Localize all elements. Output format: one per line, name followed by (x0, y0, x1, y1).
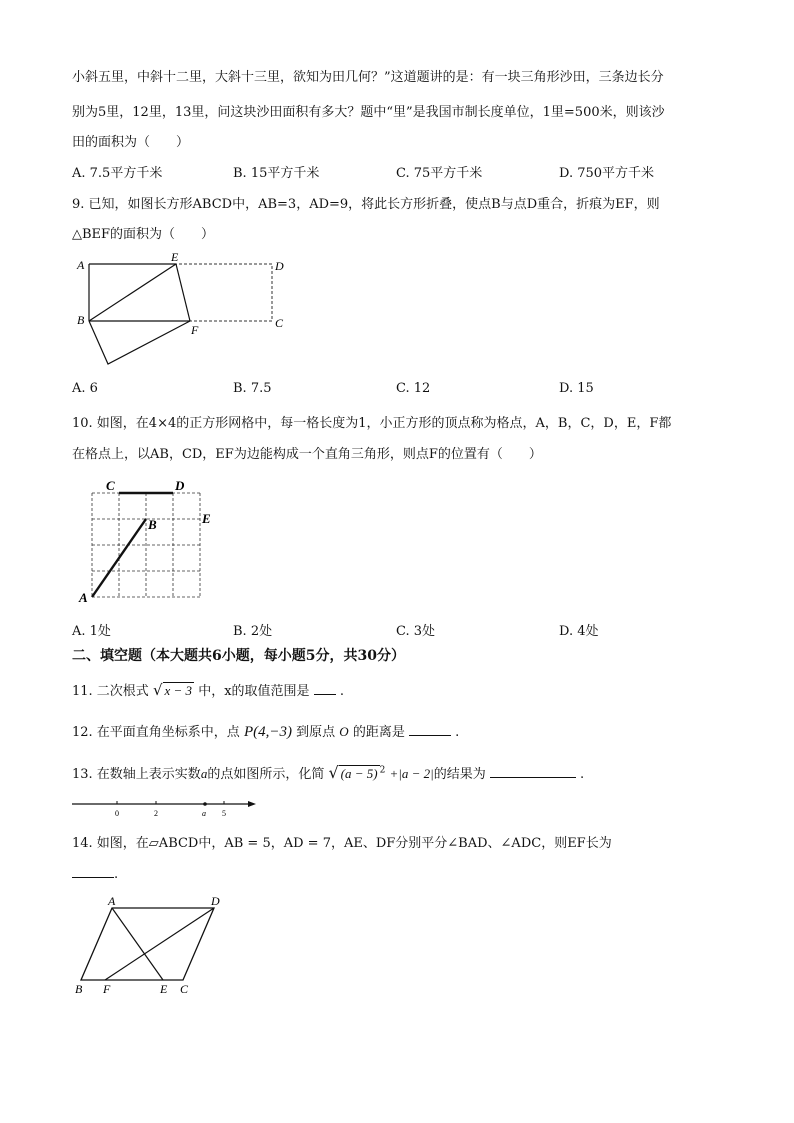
q14-segment-df (105, 908, 214, 980)
q11-suffix: 中，x的取值范围是 (198, 684, 310, 699)
q9-label-e: E (171, 250, 179, 264)
q8-line-2: 别为5里，12里，13里，问这块沙田面积有多大？题中“里”是我国市制长度单位，1里=500米，则该沙 (72, 105, 665, 120)
q13-axis-arrow (248, 801, 256, 807)
q10-option-d: D. 4处 (559, 624, 599, 639)
q14-label-c: C (180, 982, 189, 996)
q10-label-d: D (175, 478, 185, 493)
q9-line-1: 9. 已知，如图长方形ABCD中，AB=3，AD=9，将此长方形折叠，使点B与点D重合，折痕为EF，则 (72, 197, 660, 212)
q14-label-b: B (75, 982, 83, 996)
q11-radicand: x − 3 (164, 683, 193, 698)
q13-tick-2: 2 (154, 809, 158, 818)
q10-label-c: C (106, 478, 115, 493)
q13-tick-0: 0 (115, 809, 119, 818)
q14-label-a: A (108, 894, 116, 908)
q14-label-d: D (211, 894, 220, 908)
q13-exponent: 2 (379, 765, 386, 776)
q12-mid: 到原点 (296, 725, 336, 740)
q11-end: . (339, 684, 344, 699)
q14-end: . (114, 867, 119, 882)
q11-answer-blank[interactable] (314, 681, 336, 695)
q10-label-b: B (148, 517, 157, 532)
q13-radicand: (a − 5) (340, 766, 378, 781)
q12 (72, 721, 459, 741)
q14-label-f: F (103, 982, 111, 996)
q13-prefix: 13. 在数轴上表示实数 (72, 767, 201, 782)
q14-line-1: 14. 如图，在▱ABCD中，AB = 5，AD = 7，AE、DF分别平分∠BAD、∠ADC，则EF长为 (72, 836, 612, 851)
q9-option-a: A. 6 (72, 381, 98, 396)
q13-number-line (72, 797, 262, 821)
q12-origin: O (339, 724, 349, 739)
q12-end: . (455, 725, 460, 740)
q13-point-a (203, 802, 207, 806)
q14-line-2 (72, 864, 118, 882)
q13-mid: 的点如图所示，化简 (207, 767, 325, 782)
q10-label-a: A (79, 590, 88, 605)
q11-prefix: 11. 二次根式 (72, 684, 149, 699)
q13-tick-a: a (202, 809, 206, 818)
q9-figure (72, 252, 302, 372)
q13-tick-5: 5 (222, 809, 226, 818)
q13-abs: +|a − 2| (389, 766, 434, 781)
q8-line-1: 小斜五里，中斜十二里，大斜十三里，欲知为田几何？”这道题讲的是：有一块三角形沙田，三条边长分 (72, 70, 664, 85)
q8-line-3: 田的面积为（ ） (72, 135, 190, 150)
q11 (72, 680, 344, 699)
q14-answer-blank[interactable] (72, 864, 114, 878)
q13-radical: √ (a − 5) $^2$ (328, 763, 386, 782)
q11-radical: √ x − 3 (152, 681, 193, 699)
q13-var: a (200, 766, 208, 781)
q10-line-1: 10. 如图，在4×4的正方形网格中，每一格长度为1，小正方形的顶点称为格点，A，B，C，D，E，F都 (72, 416, 672, 431)
q10-grid (92, 493, 200, 597)
q12-answer-blank[interactable] (409, 722, 451, 736)
q10-option-b: B. 2处 (233, 624, 273, 639)
q9-label-b: B (77, 313, 85, 327)
q9-folded-part (89, 321, 190, 364)
q14-parallelogram-figure (72, 893, 232, 1003)
q13-suffix: 的结果为 (433, 767, 486, 782)
q10-grid-figure (72, 476, 232, 606)
q9-label-a: A (77, 258, 85, 272)
q13 (72, 763, 584, 782)
q9-line-2: △BEF的面积为（ ） (72, 227, 215, 242)
q10-option-a: A. 1处 (72, 624, 111, 639)
q14-segment-ae (112, 908, 163, 980)
q8-option-d: D. 750平方千米 (559, 166, 655, 181)
q10-label-e: E (202, 511, 211, 526)
q9-option-b: B. 7.5 (233, 381, 272, 396)
q9-label-f: F (191, 323, 199, 337)
q8-option-a: A. 7.5平方千米 (72, 166, 163, 181)
q9-label-d: D (275, 259, 284, 273)
q9-option-d: D. 15 (559, 381, 594, 396)
q9-label-c: C (275, 316, 284, 330)
q13-end: . (579, 767, 585, 782)
q9-option-c: C. 12 (396, 381, 431, 396)
q12-prefix: 12. 在平面直角坐标系中，点 (72, 725, 240, 740)
q8-option-c: C. 75平方千米 (396, 166, 483, 181)
q14-parallelogram (81, 908, 214, 980)
q13-answer-blank[interactable] (490, 764, 576, 778)
q10-option-c: C. 3处 (396, 624, 436, 639)
q12-point: P(4,−3) (243, 724, 292, 740)
q8-option-b: B. 15平方千米 (233, 166, 320, 181)
q14-label-e: E (160, 982, 168, 996)
section-2-title: 二、填空题（本大题共6小题，每小题5分，共30分） (72, 648, 405, 664)
q10-line-2: 在格点上，以AB，CD，EF为边能构成一个直角三角形，则点F的位置有（ ） (72, 447, 542, 462)
q12-suffix: 的距离是 (352, 725, 405, 740)
